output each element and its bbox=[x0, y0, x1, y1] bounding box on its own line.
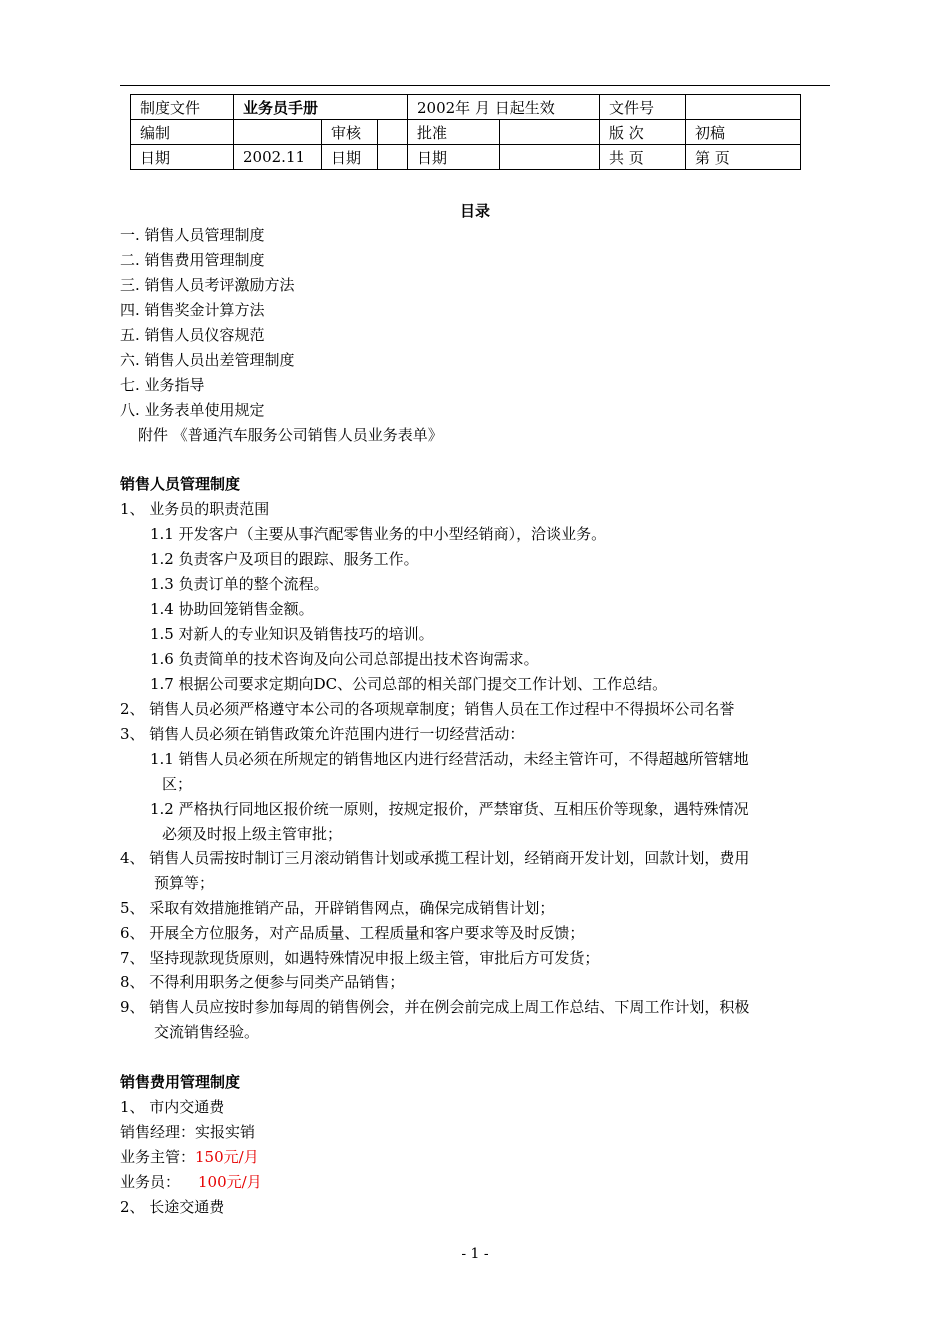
paragraph: 6、 开展全方位服务，对产品质量、工程质量和客户要求等及时反馈； bbox=[120, 924, 585, 942]
date-label-1: 日期 bbox=[131, 145, 234, 170]
date-value-2 bbox=[378, 145, 408, 170]
toc-title: 目录 bbox=[459, 202, 490, 220]
paragraph: 必须及时报上级主管审批； bbox=[162, 825, 343, 843]
effective-date: 2002年 月 日起生效 bbox=[408, 95, 600, 120]
supervisor-label: 业务主管： bbox=[120, 1148, 196, 1166]
supervisor-amount: 150元/月 bbox=[195, 1148, 259, 1166]
total-pages: 共 页 bbox=[600, 145, 686, 170]
date-label-2: 日期 bbox=[322, 145, 378, 170]
toc-appendix: 附件 《普通汽车服务公司销售人员业务表单》 bbox=[138, 426, 443, 444]
header-row-3 bbox=[131, 145, 801, 170]
author-value bbox=[234, 120, 322, 145]
toc-item: 八. 业务表单使用规定 bbox=[120, 401, 265, 419]
review-value bbox=[378, 120, 408, 145]
paragraph: 2、 销售人员必须严格遵守本公司的各项规章制度；销售人员在工作过程中不得损坏公司名誉 bbox=[120, 700, 735, 718]
paragraph: 1.6 负责简单的技术咨询及向公司总部提出技术咨询需求。 bbox=[150, 650, 539, 668]
paragraph: 1.7 根据公司要求定期向DC、公司总部的相关部门提交工作计划、工作总结。 bbox=[150, 675, 668, 693]
paragraph: 1、 市内交通费 bbox=[120, 1098, 225, 1116]
paragraph: 预算等； bbox=[154, 874, 215, 892]
supervisor-line bbox=[120, 1147, 259, 1167]
paragraph: 交流销售经验。 bbox=[154, 1023, 260, 1041]
header-row-1 bbox=[131, 95, 801, 120]
paragraph: 9、 销售人员应按时参加每周的销售例会，并在例会前完成上周工作总结、下周工作计划，积极 bbox=[120, 998, 750, 1016]
staff-label: 业务员： bbox=[120, 1173, 181, 1191]
date-value-1: 2002.11 bbox=[234, 145, 322, 170]
toc-item: 五. 销售人员仪容规范 bbox=[120, 326, 265, 344]
paragraph: 1、 业务员的职责范围 bbox=[120, 500, 270, 518]
paragraph: 1.3 负责订单的整个流程。 bbox=[150, 575, 329, 593]
version-value: 初稿 bbox=[686, 120, 801, 145]
file-no-label: 文件号 bbox=[600, 95, 686, 120]
toc-item: 七. 业务指导 bbox=[120, 376, 205, 394]
paragraph: 3、 销售人员必须在销售政策允许范围内进行一切经营活动： bbox=[120, 725, 525, 743]
page-footer: - 1 - bbox=[461, 1246, 489, 1262]
review-label: 审核 bbox=[322, 120, 378, 145]
paragraph: 销售经理：实报实销 bbox=[120, 1123, 256, 1141]
header-table bbox=[130, 94, 801, 170]
date-label-3: 日期 bbox=[408, 145, 500, 170]
toc-item: 四. 销售奖金计算方法 bbox=[120, 301, 265, 319]
toc-item: 一. 销售人员管理制度 bbox=[120, 226, 265, 244]
paragraph: 1.4 协助回笼销售金额。 bbox=[150, 600, 314, 618]
top-rule bbox=[120, 85, 830, 86]
paragraph: 1.2 严格执行同地区报价统一原则，按规定报价，严禁窜货、互相压价等现象，遇特殊情况 bbox=[150, 800, 749, 818]
paragraph: 1.1 销售人员必须在所规定的销售地区内进行经营活动，未经主管许可，不得超越所管辖地 bbox=[150, 750, 749, 768]
approve-label: 批准 bbox=[408, 120, 500, 145]
staff-line bbox=[120, 1172, 262, 1192]
author-label: 编制 bbox=[131, 120, 234, 145]
paragraph: 1.1 开发客户（主要从事汽配零售业务的中小型经销商），洽谈业务。 bbox=[150, 525, 607, 543]
section-heading: 销售费用管理制度 bbox=[120, 1073, 241, 1091]
paragraph: 7、 坚持现款现货原则，如遇特殊情况申报上级主管，审批后方可发货； bbox=[120, 949, 600, 967]
file-no-value bbox=[686, 95, 801, 120]
approve-value bbox=[500, 120, 600, 145]
date-value-3 bbox=[500, 145, 600, 170]
toc-item: 二. 销售费用管理制度 bbox=[120, 251, 265, 269]
version-label: 版 次 bbox=[600, 120, 686, 145]
doc-type-label: 制度文件 bbox=[131, 95, 234, 120]
paragraph: 8、 不得利用职务之便参与同类产品销售； bbox=[120, 973, 405, 991]
staff-amount: 100元/月 bbox=[198, 1173, 262, 1191]
toc-item: 三. 销售人员考评激励方法 bbox=[120, 276, 295, 294]
paragraph: 5、 采取有效措施推销产品，开辟销售网点，确保完成销售计划； bbox=[120, 899, 555, 917]
page-number-cell: 第 页 bbox=[686, 145, 801, 170]
header-row-2 bbox=[131, 120, 801, 145]
paragraph: 1.5 对新人的专业知识及销售技巧的培训。 bbox=[150, 625, 434, 643]
paragraph: 4、 销售人员需按时制订三月滚动销售计划或承揽工程计划，经销商开发计划，回款计划，费用 bbox=[120, 849, 750, 867]
section-heading: 销售人员管理制度 bbox=[120, 475, 241, 493]
toc-item: 六. 销售人员出差管理制度 bbox=[120, 351, 295, 369]
doc-title: 业务员手册 bbox=[234, 95, 408, 120]
paragraph: 2、 长途交通费 bbox=[120, 1198, 225, 1216]
paragraph: 1.2 负责客户及项目的跟踪、服务工作。 bbox=[150, 550, 419, 568]
paragraph: 区； bbox=[162, 775, 193, 793]
